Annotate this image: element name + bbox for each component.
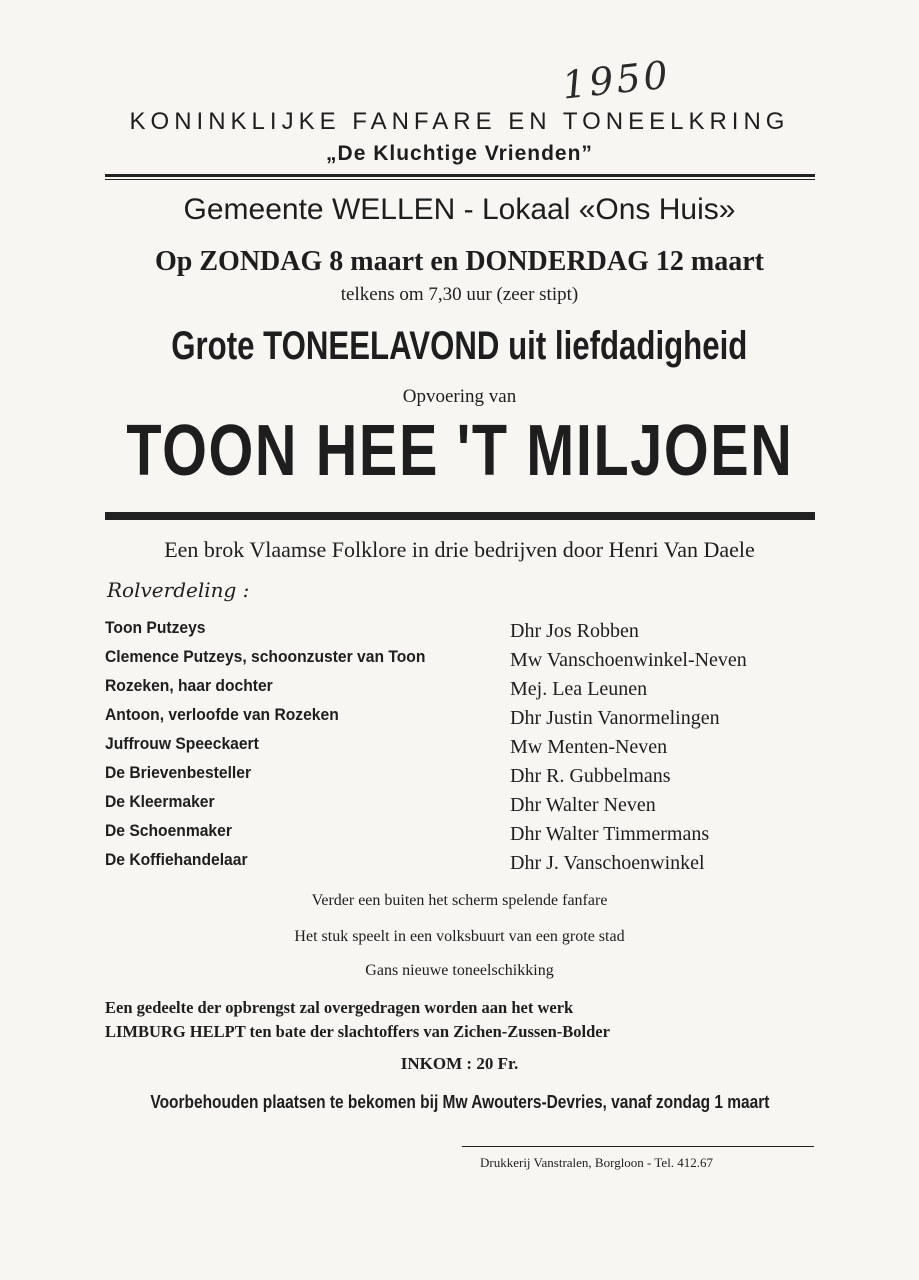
cast-row bbox=[105, 763, 825, 792]
cast-actor: Mw Vanschoenwinkel-Neven bbox=[510, 649, 747, 671]
cast-role: Toon Putzeys bbox=[105, 618, 206, 637]
benefit-line-1: Een gedeelte der opbrengst zal overgedragen worden aan het werk bbox=[105, 998, 574, 1017]
reservation-info bbox=[0, 1092, 919, 1113]
header-rule-top bbox=[105, 174, 815, 177]
cast-row bbox=[105, 821, 825, 850]
performance-of: Opvoering van bbox=[402, 386, 517, 407]
title-rule bbox=[105, 512, 815, 520]
cast-list bbox=[105, 618, 825, 879]
cast-role: Rozeken, haar dochter bbox=[105, 676, 273, 695]
handwritten-year: 1950 bbox=[559, 52, 673, 108]
reservation-text: Voorbehouden plaatsen te bekomen bij Mw Awouters-Devries, vanaf zondag 1 maart bbox=[149, 1092, 770, 1112]
cast-label: Rolverdeling : bbox=[107, 578, 250, 602]
cast-actor: Mw Menten-Neven bbox=[510, 736, 668, 758]
cast-row bbox=[105, 792, 825, 821]
municipality-venue: Gemeente WELLEN - Lokaal «Ons Huis» bbox=[183, 193, 736, 226]
setting-note: Het stuk speelt in een volksbuurt van een grote stad bbox=[294, 928, 625, 945]
cast-role: De Schoenmaker bbox=[105, 821, 232, 840]
cast-role: De Koffiehandelaar bbox=[105, 850, 248, 869]
cast-row bbox=[105, 705, 825, 734]
event-name bbox=[0, 322, 919, 369]
cast-actor: Dhr Jos Robben bbox=[510, 620, 639, 642]
cast-actor: Dhr Walter Timmermans bbox=[510, 823, 710, 845]
society-name: „De Kluchtige Vrienden” bbox=[326, 142, 593, 165]
benefit-line-2: LIMBURG HELPT ten bate der slachtoffers van Zichen-Zussen-Bolder bbox=[105, 1022, 610, 1041]
play-title-text: TOON HEE 'T MILJOEN bbox=[125, 411, 794, 491]
cast-actor: Dhr R. Gubbelmans bbox=[510, 765, 671, 787]
cast-actor: Dhr Walter Neven bbox=[510, 794, 656, 816]
cast-role: Clemence Putzeys, schoonzuster van Toon bbox=[105, 647, 426, 666]
play-subtitle: Een brok Vlaamse Folklore in drie bedrijven door Henri Van Daele bbox=[164, 537, 755, 562]
cast-row bbox=[105, 676, 825, 705]
cast-role: Juffrouw Speeckaert bbox=[105, 734, 259, 753]
cast-role: De Kleermaker bbox=[105, 792, 215, 811]
cast-row bbox=[105, 734, 825, 763]
header-rule-bottom bbox=[105, 179, 815, 180]
staging-note: Gans nieuwe toneelschikking bbox=[365, 962, 554, 979]
cast-actor: Mej. Lea Leunen bbox=[510, 678, 648, 700]
play-title bbox=[0, 410, 919, 493]
event-name-text: Grote TONEELAVOND uit liefdadigheid bbox=[171, 324, 748, 368]
cast-actor: Dhr Justin Vanormelingen bbox=[510, 707, 720, 729]
cast-actor: Dhr J. Vanschoenwinkel bbox=[510, 852, 705, 874]
cast-row bbox=[105, 618, 825, 647]
performance-time: telkens om 7,30 uur (zeer stipt) bbox=[340, 284, 579, 305]
cast-row bbox=[105, 850, 825, 879]
printer-rule bbox=[462, 1146, 814, 1147]
cast-row bbox=[105, 647, 825, 676]
cast-role: De Brievenbesteller bbox=[105, 763, 252, 782]
printer-credit: Drukkerij Vanstralen, Borgloon - Tel. 412.67 bbox=[480, 1155, 714, 1170]
admission-price: INKOM : 20 Fr. bbox=[400, 1054, 519, 1073]
fanfare-note: Verder een buiten het scherm spelende fanfare bbox=[311, 892, 608, 909]
organization-name: KONINKLIJKE FANFARE EN TONEELKRING bbox=[129, 108, 790, 135]
performance-dates: Op ZONDAG 8 maart en DONDERDAG 12 maart bbox=[155, 246, 764, 277]
cast-role: Antoon, verloofde van Rozeken bbox=[105, 705, 339, 724]
